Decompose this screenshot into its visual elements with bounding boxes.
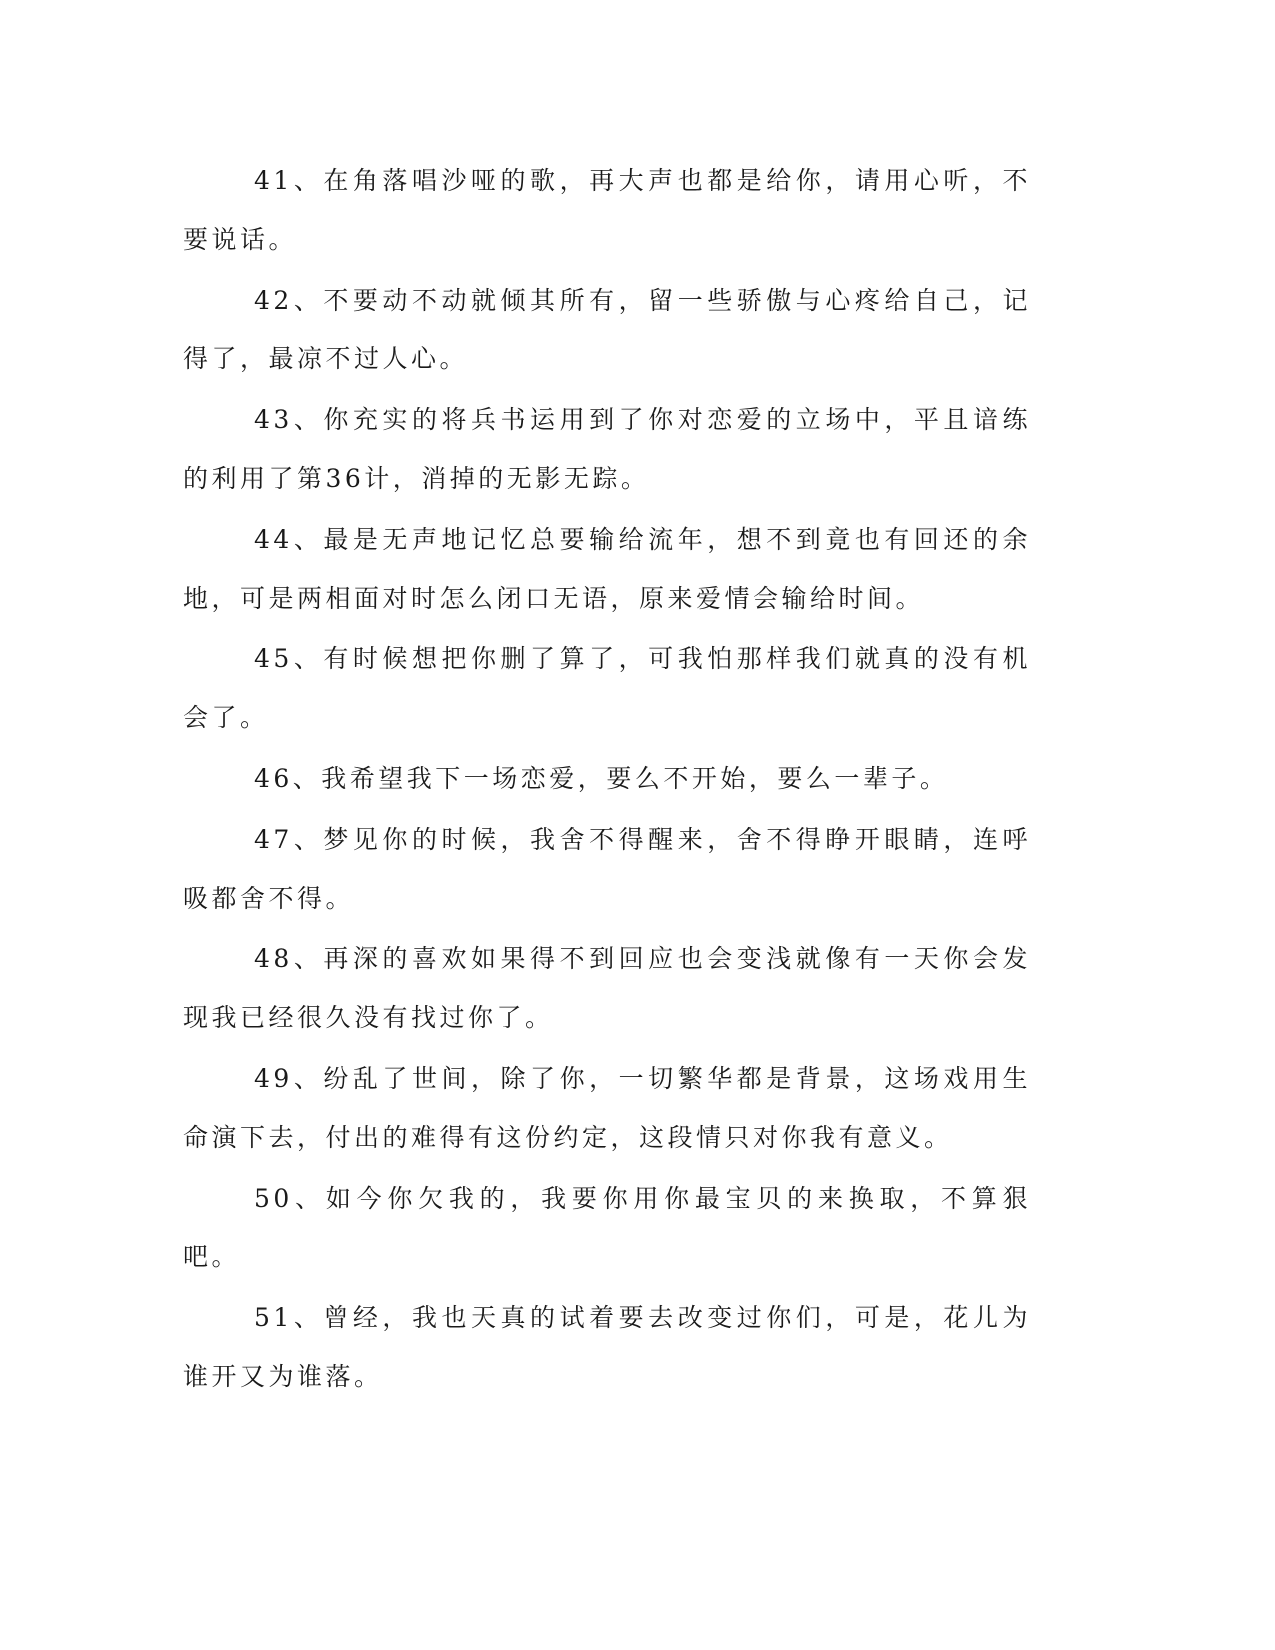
document-body [183,152,1031,1409]
paragraph-47: 47、梦见你的时候，我舍不得醒来，舍不得睁开眼睛，连呼吸都舍不得。 [183,824,1031,913]
paragraph-41: 41、在角落唱沙哑的歌，再大声也都是给你，请用心听，不要说话。 [183,166,1031,254]
paragraph-48: 48、再深的喜欢如果得不到回应也会变浅就像有一天你会发现我已经很久没有找过你了。 [183,944,1031,1033]
paragraph-45: 45、有时候想把你删了算了，可我怕那样我们就真的没有机会了。 [183,644,1031,733]
paragraph-43: 43、你充实的将兵书运用到了你对恋爱的立场中，平且谙练的利用了第36计，消掉的无影无踪。 [183,405,1031,493]
paragraph-50: 50、如今你欠我的，我要你用你最宝贝的来换取，不算狠吧。 [183,1183,1031,1272]
paragraph-46: 46、我希望我下一场恋爱，要么不开始，要么一辈子。 [254,763,949,793]
paragraph-51: 51、曾经，我也天真的试着要去改变过你们，可是，花儿为谁开又为谁落。 [183,1303,1031,1391]
paragraph-49: 49、纷乱了世间，除了你，一切繁华都是背景，这场戏用生命演下去，付出的难得有这份约定，这段情只对你我有意义。 [183,1063,1031,1152]
paragraph-42: 42、不要动不动就倾其所有，留一些骄傲与心疼给自己，记得了，最凉不过人心。 [183,285,1031,374]
paragraph-44: 44、最是无声地记忆总要输给流年，想不到竟也有回还的余地，可是两相面对时怎么闭口无语，原来爱情会输给时间。 [183,524,1031,613]
